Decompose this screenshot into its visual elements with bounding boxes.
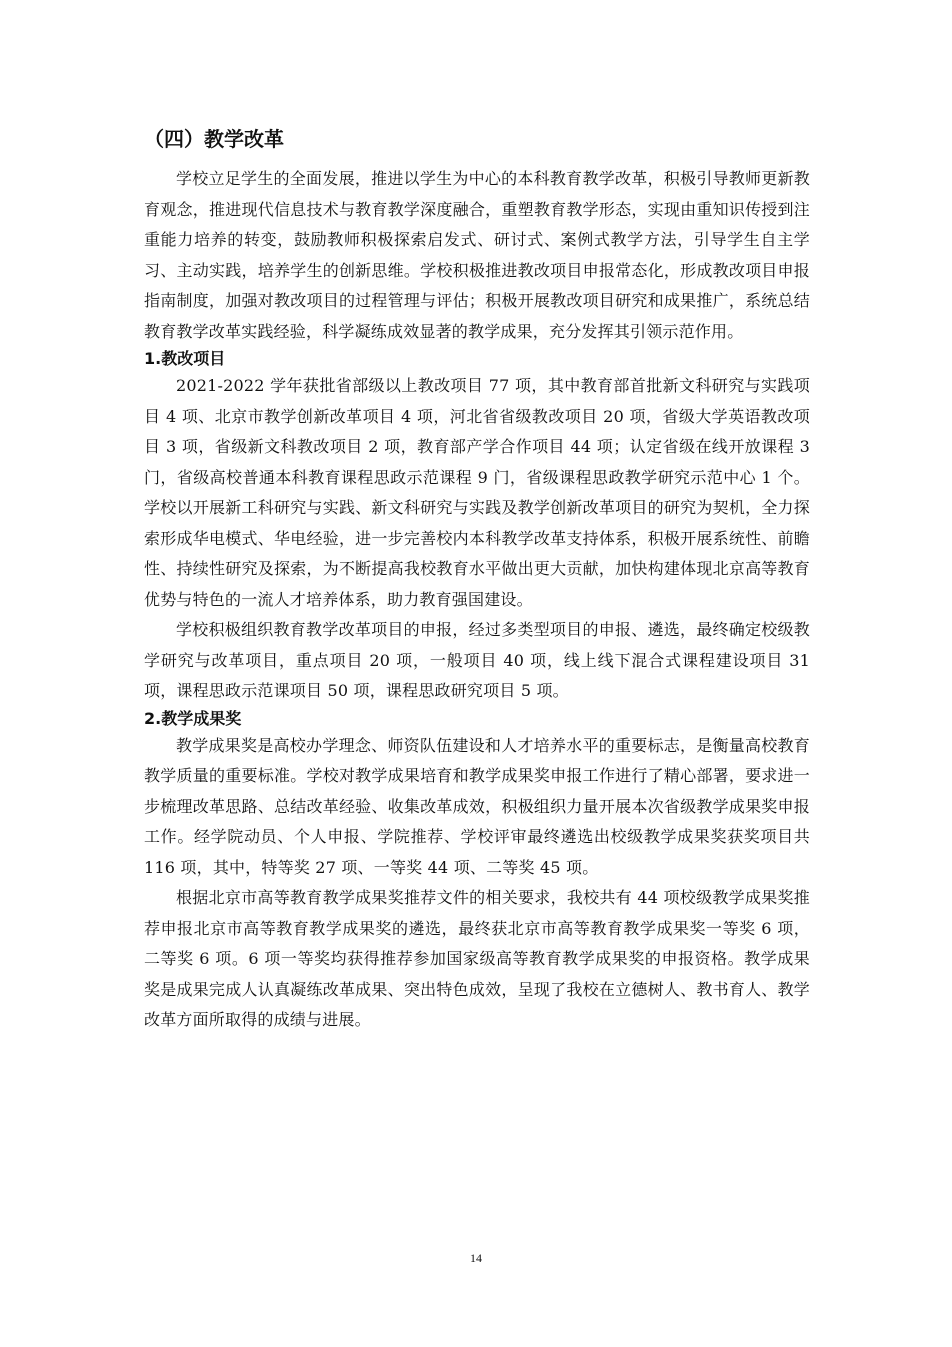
- section-title: （四）教学改革: [144, 127, 284, 151]
- subsection-heading-teaching-achievement-award: 2.教学成果奖: [144, 708, 242, 728]
- projects-paragraph-2: 学校积极组织教育教学改革项目的申报，经过多类型项目的申报、遴选，最终确定校级教学研究与改革项目，重点项目 20 项，一般项目 40 项，线上线下混合式课程建设项目 31 项，课程思政示范课项目 50 项，课程思政研究项目 5 项。: [144, 620, 810, 700]
- intro-paragraph: 学校立足学生的全面发展，推进以学生为中心的本科教育教学改革，积极引导教师更新教育观念，推进现代信息技术与教育教学深度融合，重塑教育教学形态，实现由重知识传授到注重能力培养的转变，鼓励教师积极探索启发式、研讨式、案例式教学方法，引导学生自主学习、主动实践，培养学生的创新思维。学校积极推进教改项目申报常态化，形成教改项目申报指南制度，加强对教改项目的过程管理与评估；积极开展教改项目研究和成果推广，系统总结教育教学改革实践经验，科学凝练成效显著的教学成果，充分发挥其引领示范作用。: [144, 169, 810, 341]
- award-paragraph-2: 根据北京市高等教育教学成果奖推荐文件的相关要求，我校共有 44 项校级教学成果奖推荐申报北京市高等教育教学成果奖的遴选，最终获北京市高等教育教学成果奖一等奖 6 项，二等奖 6 项。6 项一等奖均获得推荐参加国家级高等教育教学成果奖的申报资格。教学成果奖是成果完成人认真凝练改革成果、突出特色成效，呈现了我校在立德树人、教书育人、教学改革方面所取得的成绩与进展。: [144, 888, 810, 1029]
- subsection-heading-teaching-reform-projects: 1.教改项目: [144, 349, 226, 368]
- page-content: [144, 124, 810, 1036]
- page-number: 14: [470, 1251, 482, 1265]
- projects-paragraph-1: 2021-2022 学年获批省部级以上教改项目 77 项，其中教育部首批新文科研究与实践项目 4 项、北京市教学创新改革项目 4 项，河北省省级教改项目 20 项，省级大学英语教改项目 3 项，省级新文科教改项目 2 项，教育部产学合作项目 44 项；认定省级在线开放课程 3 门，省级高校普通本科教育课程思政示范课程 9 门，省级课程思政教学研究示范中心 1 个。学校以开展新工科研究与实践、新文科研究与实践及教学创新改革项目的研究为契机，全力探索形成华电模式、华电经验，进一步完善校内本科教学改革支持体系，积极开展系统性、前瞻性、持续性研究及探索，为不断提高我校教育水平做出更大贡献，加快构建体现北京高等教育优势与特色的一流人才培养体系，助力教育强国建设。: [144, 376, 810, 609]
- award-paragraph-1: 教学成果奖是高校办学理念、师资队伍建设和人才培养水平的重要标志，是衡量高校教育教学质量的重要标准。学校对教学成果培育和教学成果奖申报工作进行了精心部署，要求进一步梳理改革思路、总结改革经验、收集改革成效，积极组织力量开展本次省级教学成果奖申报工作。经学院动员、个人申报、学院推荐、学校评审最终遴选出校级教学成果奖获奖项目共 116 项，其中，特等奖 27 项、一等奖 44 项、二等奖 45 项。: [144, 735, 810, 877]
